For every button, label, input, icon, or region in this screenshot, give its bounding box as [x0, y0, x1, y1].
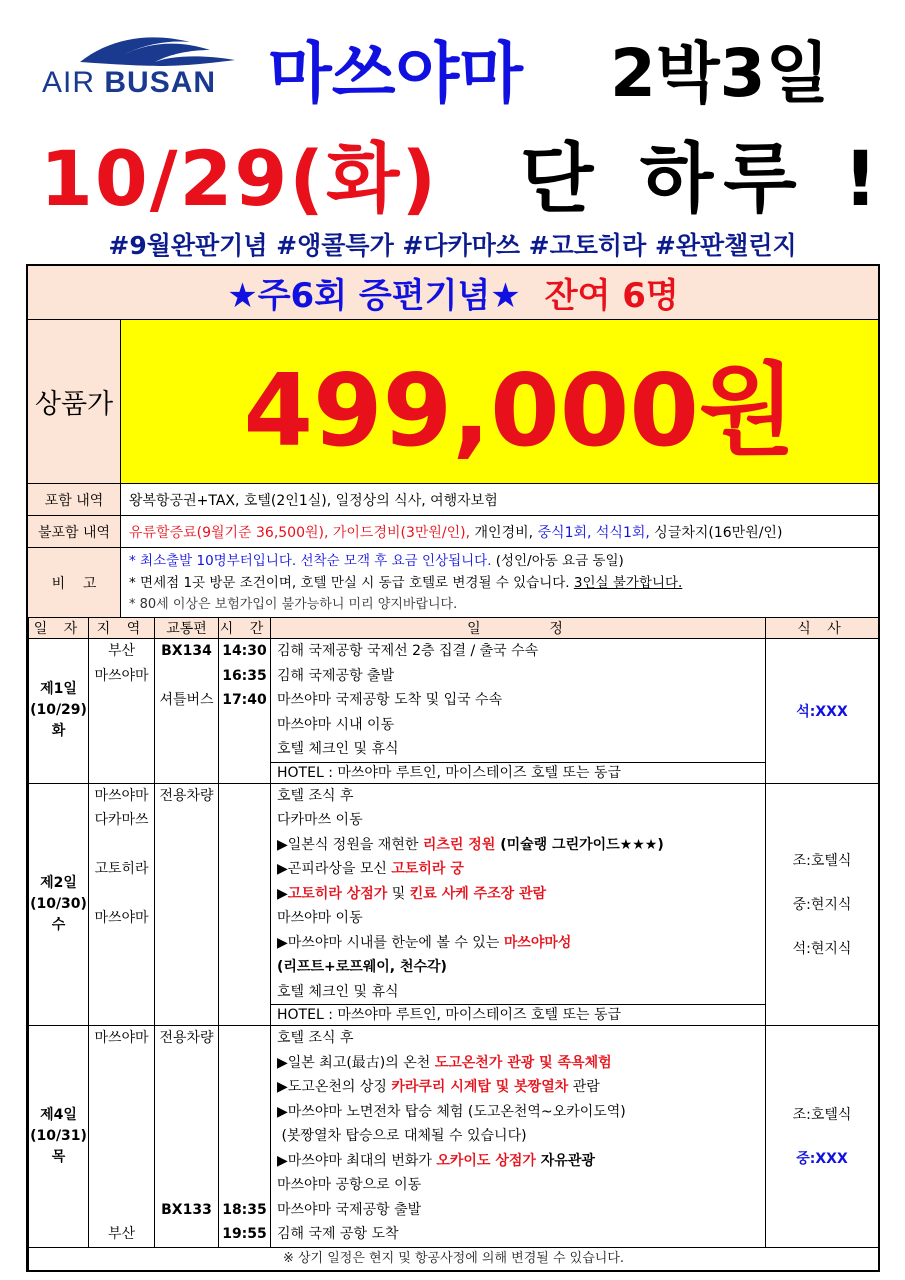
header-meal: 식 사 [766, 618, 879, 639]
day3-schedule: 호텔 조식 후 ▶일본 최고(最古)의 온천 도고온천가 관광 및 족욕체험 ▶도고온천의 상징 카라쿠리 시계탑 및 봇짱열차 관람 ▶마쓰야마 노면전차 탑승 체험 (도고온천역~오카이도역) (봇짱열차 탑승으로 대체될 수 있습니다) ▶마쓰야마 최대의 번화가 오카이도 상점가 자유관광 마쓰야마 공항으로 이동 마쓰야마 국제공항 출발 김해 국제 공항 도착 [271, 1026, 766, 1248]
excluded-single: 싱글차지(16만원/인) [649, 524, 783, 541]
hashtags: #9월완판기념 #앵콜특가 #다카마쓰 #고토히라 #완판챌린지 [108, 231, 797, 260]
day2-row [29, 783, 879, 1026]
day3-times: 18:35 19:55 [219, 1026, 271, 1248]
day2-times [219, 783, 271, 1026]
day1-meals: 석:XXX [766, 639, 879, 784]
logo-busan: BUSAN [104, 66, 217, 99]
included-label: 포함 내역 [28, 484, 121, 515]
day3-row [29, 1026, 879, 1248]
excluded-meals: 중식1회, 석식1회, [537, 524, 650, 541]
note1-black: (성인/아동 요금 동일) [491, 552, 624, 569]
remaining-seats: 잔여 6명 [544, 276, 679, 316]
price-row [28, 320, 878, 484]
excluded-personal: 개인경비, [470, 524, 538, 541]
day1-schedule: 김해 국제공항 국제선 2층 집결 / 출국 수속 김해 국제공항 출발 마쓰야마 국제공항 도착 및 입국 수속 마쓰야마 시내 이동 호텔 체크인 및 휴식 HOTEL : 마쓰야마 루트인, 마이스테이즈 호텔 또는 동급 [271, 639, 766, 784]
included-row [28, 484, 878, 516]
footer-note: ※ 상기 일정은 현지 및 항공사정에 의해 변경될 수 있습니다. [29, 1247, 879, 1270]
title-duration: 2박3일 [610, 35, 830, 112]
day3-label: 제4일 (10/31) 목 [29, 1026, 89, 1248]
included-text: 왕복항공권+TAX, 호텔(2인1실), 일정상의 식사, 여행자보험 [129, 492, 498, 509]
note1-blue: * 최소출발 10명부터입니다. 선착순 모객 후 요금 인상됩니다. [129, 552, 492, 569]
day2-schedule: 호텔 조식 후 다카마쓰 이동 ▶일본식 정원을 재현한 리츠린 정원 (미슐랭 그린가이드★★★) ▶곤피라상을 모신 고토히라 궁 ▶고토히라 상점가 및 킨료 사케 주조장 관람 마쓰야마 이동 ▶마쓰야마 시내를 한눈에 볼 수 있는 마쓰야마성 (리프트+로프웨이, 천수각) 호텔 체크인 및 휴식 HOTEL : 마쓰야마 루트인, 마이스테이즈 호텔 또는 동급 [271, 783, 766, 1026]
price-label: 상품가 [28, 320, 121, 483]
notes-text [121, 548, 878, 617]
day2-hotel: HOTEL : 마쓰야마 루트인, 마이스테이즈 호텔 또는 동급 [271, 1004, 765, 1025]
date-suffix: 단 하루 ! [520, 134, 888, 223]
title-destination: 마쓰야마 [268, 35, 524, 112]
departure-date: 10/29(화) [40, 134, 439, 223]
itinerary-table [28, 618, 879, 1270]
day1-regions: 부산 마쓰야마 [89, 639, 155, 784]
excluded-row [28, 516, 878, 548]
header-time: 시 간 [219, 618, 271, 639]
note2-a: * 면세점 1곳 방문 조건이며, 호텔 만실 시 동급 호텔로 변경될 수 있습니다. [129, 574, 574, 591]
day1-times: 14:30 16:35 17:40 [219, 639, 271, 784]
day3-regions: 마쓰야마 부산 [89, 1026, 155, 1248]
excluded-text [121, 516, 878, 547]
note2-b: 3인실 불가합니다. [573, 574, 683, 591]
product-table [26, 264, 880, 1272]
day2-regions: 마쓰야마 다카마쓰 고토히라 마쓰야마 [89, 783, 155, 1026]
day2-label: 제2일 (10/30) 수 [29, 783, 89, 1026]
note-line-2 [129, 572, 682, 594]
header-transport: 교통편 [155, 618, 219, 639]
day2-transport: 전용차량 [155, 783, 219, 1026]
airline-logo [40, 28, 240, 98]
day3-meals: 조:호텔식 중:XXX [766, 1026, 879, 1248]
price-value: 499,000원 [121, 320, 878, 483]
day2-meals: 조:호텔식 중:현지식 석:현지식 [766, 783, 879, 1026]
logo-air: AIR [42, 66, 96, 99]
header-date: 일 자 [29, 618, 89, 639]
note-line-3: * 80세 이상은 보험가입이 불가능하니 미리 양지바랍니다. [129, 596, 458, 612]
day1-row [29, 639, 879, 784]
notes-row [28, 548, 878, 618]
note-line-1 [129, 550, 624, 572]
header-region: 지 역 [89, 618, 155, 639]
excluded-label: 불포함 내역 [28, 516, 121, 547]
promo-banner [28, 266, 878, 320]
excluded-fuel: 유류할증료(9월기준 36,500원), 가이드경비(3만원/인), [129, 524, 471, 541]
day3-transport: 전용차량 BX133 [155, 1026, 219, 1248]
banner-title: ★주6회 증편기념★ [227, 276, 521, 316]
itinerary-header [29, 618, 879, 639]
bird-logo-icon [40, 28, 240, 68]
header-schedule: 일 정 [271, 618, 766, 639]
day1-transport: BX134 셔틀버스 [155, 639, 219, 784]
day1-label: 제1일 (10/29) 화 [29, 639, 89, 784]
day1-hotel: HOTEL : 마쓰야마 루트인, 마이스테이즈 호텔 또는 동급 [271, 762, 765, 783]
notes-label: 비 고 [28, 548, 121, 617]
